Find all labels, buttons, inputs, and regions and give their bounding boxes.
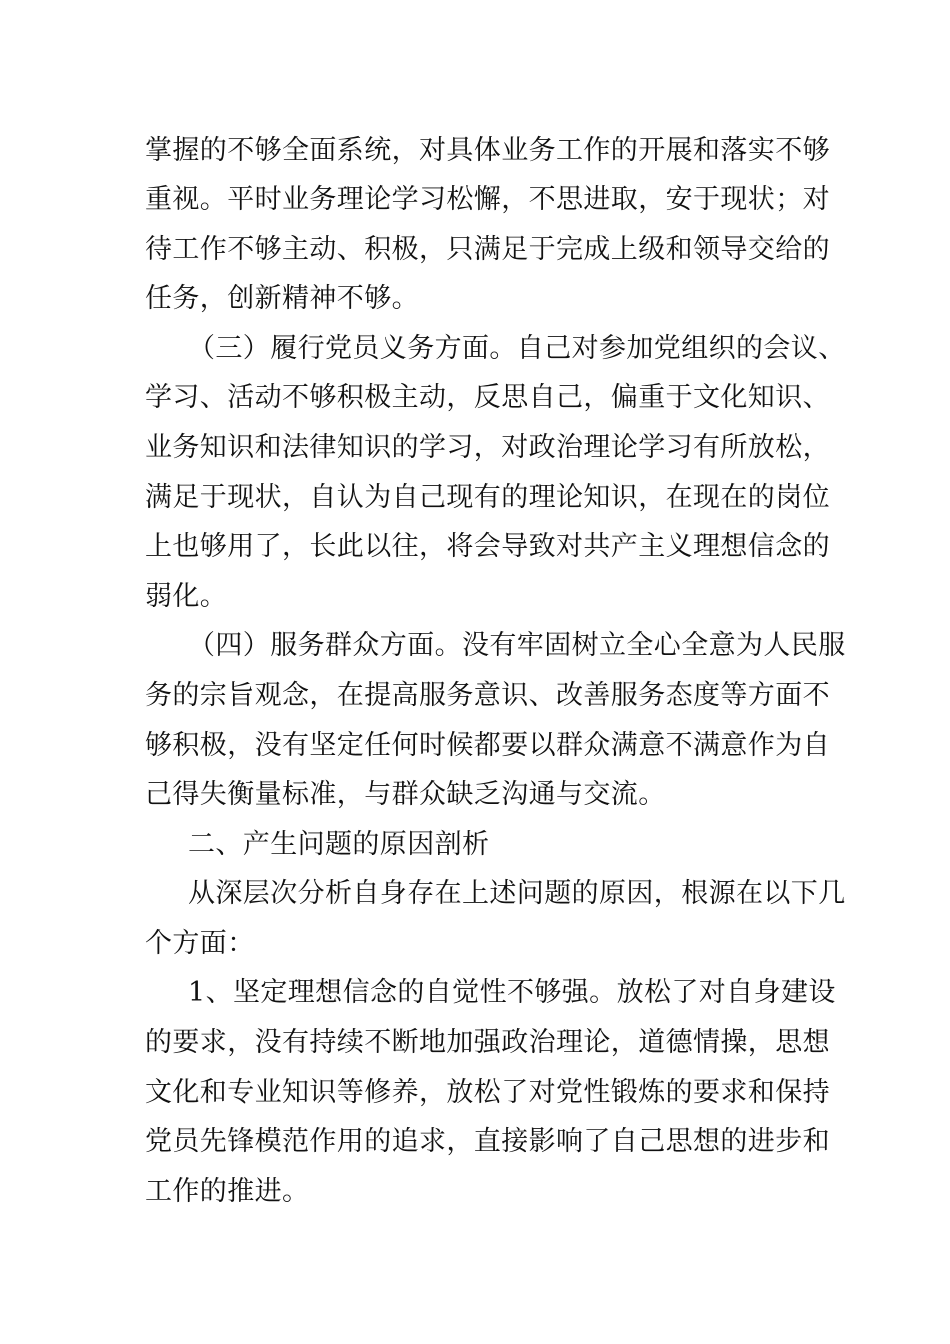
text-line: 满足于现状，自认为自己现有的理论知识，在现在的岗位 [145, 482, 830, 513]
text-line: 从深层次分析自身存在上述问题的原因，根源在以下几 [188, 878, 846, 909]
text-line: 重视。平时业务理论学习松懈，不思进取，安于现状；对 [145, 184, 830, 215]
text-line: 己得失衡量标准，与群众缺乏沟通与交流。 [145, 779, 666, 810]
section-heading: 二、产生问题的原因剖析 [188, 829, 490, 860]
text-line: 的要求，没有持续不断地加强政治理论，道德情操，思想 [145, 1027, 830, 1058]
text-line: 掌握的不够全面系统，对具体业务工作的开展和落实不够 [145, 135, 830, 166]
numbered-item-1: 1、坚定理想信念的自觉性不够强。放松了对自身建设 [188, 977, 836, 1008]
text-line: 个方面： [145, 928, 255, 959]
text-line: 党员先锋模范作用的追求，直接影响了自己思想的进步和 [145, 1126, 830, 1157]
text-line: 上也够用了，长此以往，将会导致对共产主义理想信念的 [145, 531, 830, 562]
text-line: 文化和专业知识等修养，放松了对党性锻炼的要求和保持 [145, 1077, 830, 1108]
text-line: 待工作不够主动、积极，只满足于完成上级和领导交给的 [145, 234, 830, 265]
text-line: 任务，创新精神不够。 [145, 283, 419, 314]
text-line: 工作的推进。 [145, 1176, 310, 1207]
text-line: 学习、活动不够积极主动，反思自己，偏重于文化知识、 [145, 382, 830, 413]
paragraph-heading-four: （四）服务群众方面。没有牢固树立全心全意为人民服 [188, 630, 846, 661]
text-line: 业务知识和法律知识的学习，对政治理论学习有所放松， [145, 432, 830, 463]
text-line: 务的宗旨观念，在提高服务意识、改善服务态度等方面不 [145, 680, 830, 711]
paragraph-heading-three: （三）履行党员义务方面。自己对参加党组织的会议、 [188, 333, 846, 364]
text-line: 够积极，没有坚定任何时候都要以群众满意不满意作为自 [145, 730, 830, 761]
text-line: 弱化。 [145, 581, 228, 612]
